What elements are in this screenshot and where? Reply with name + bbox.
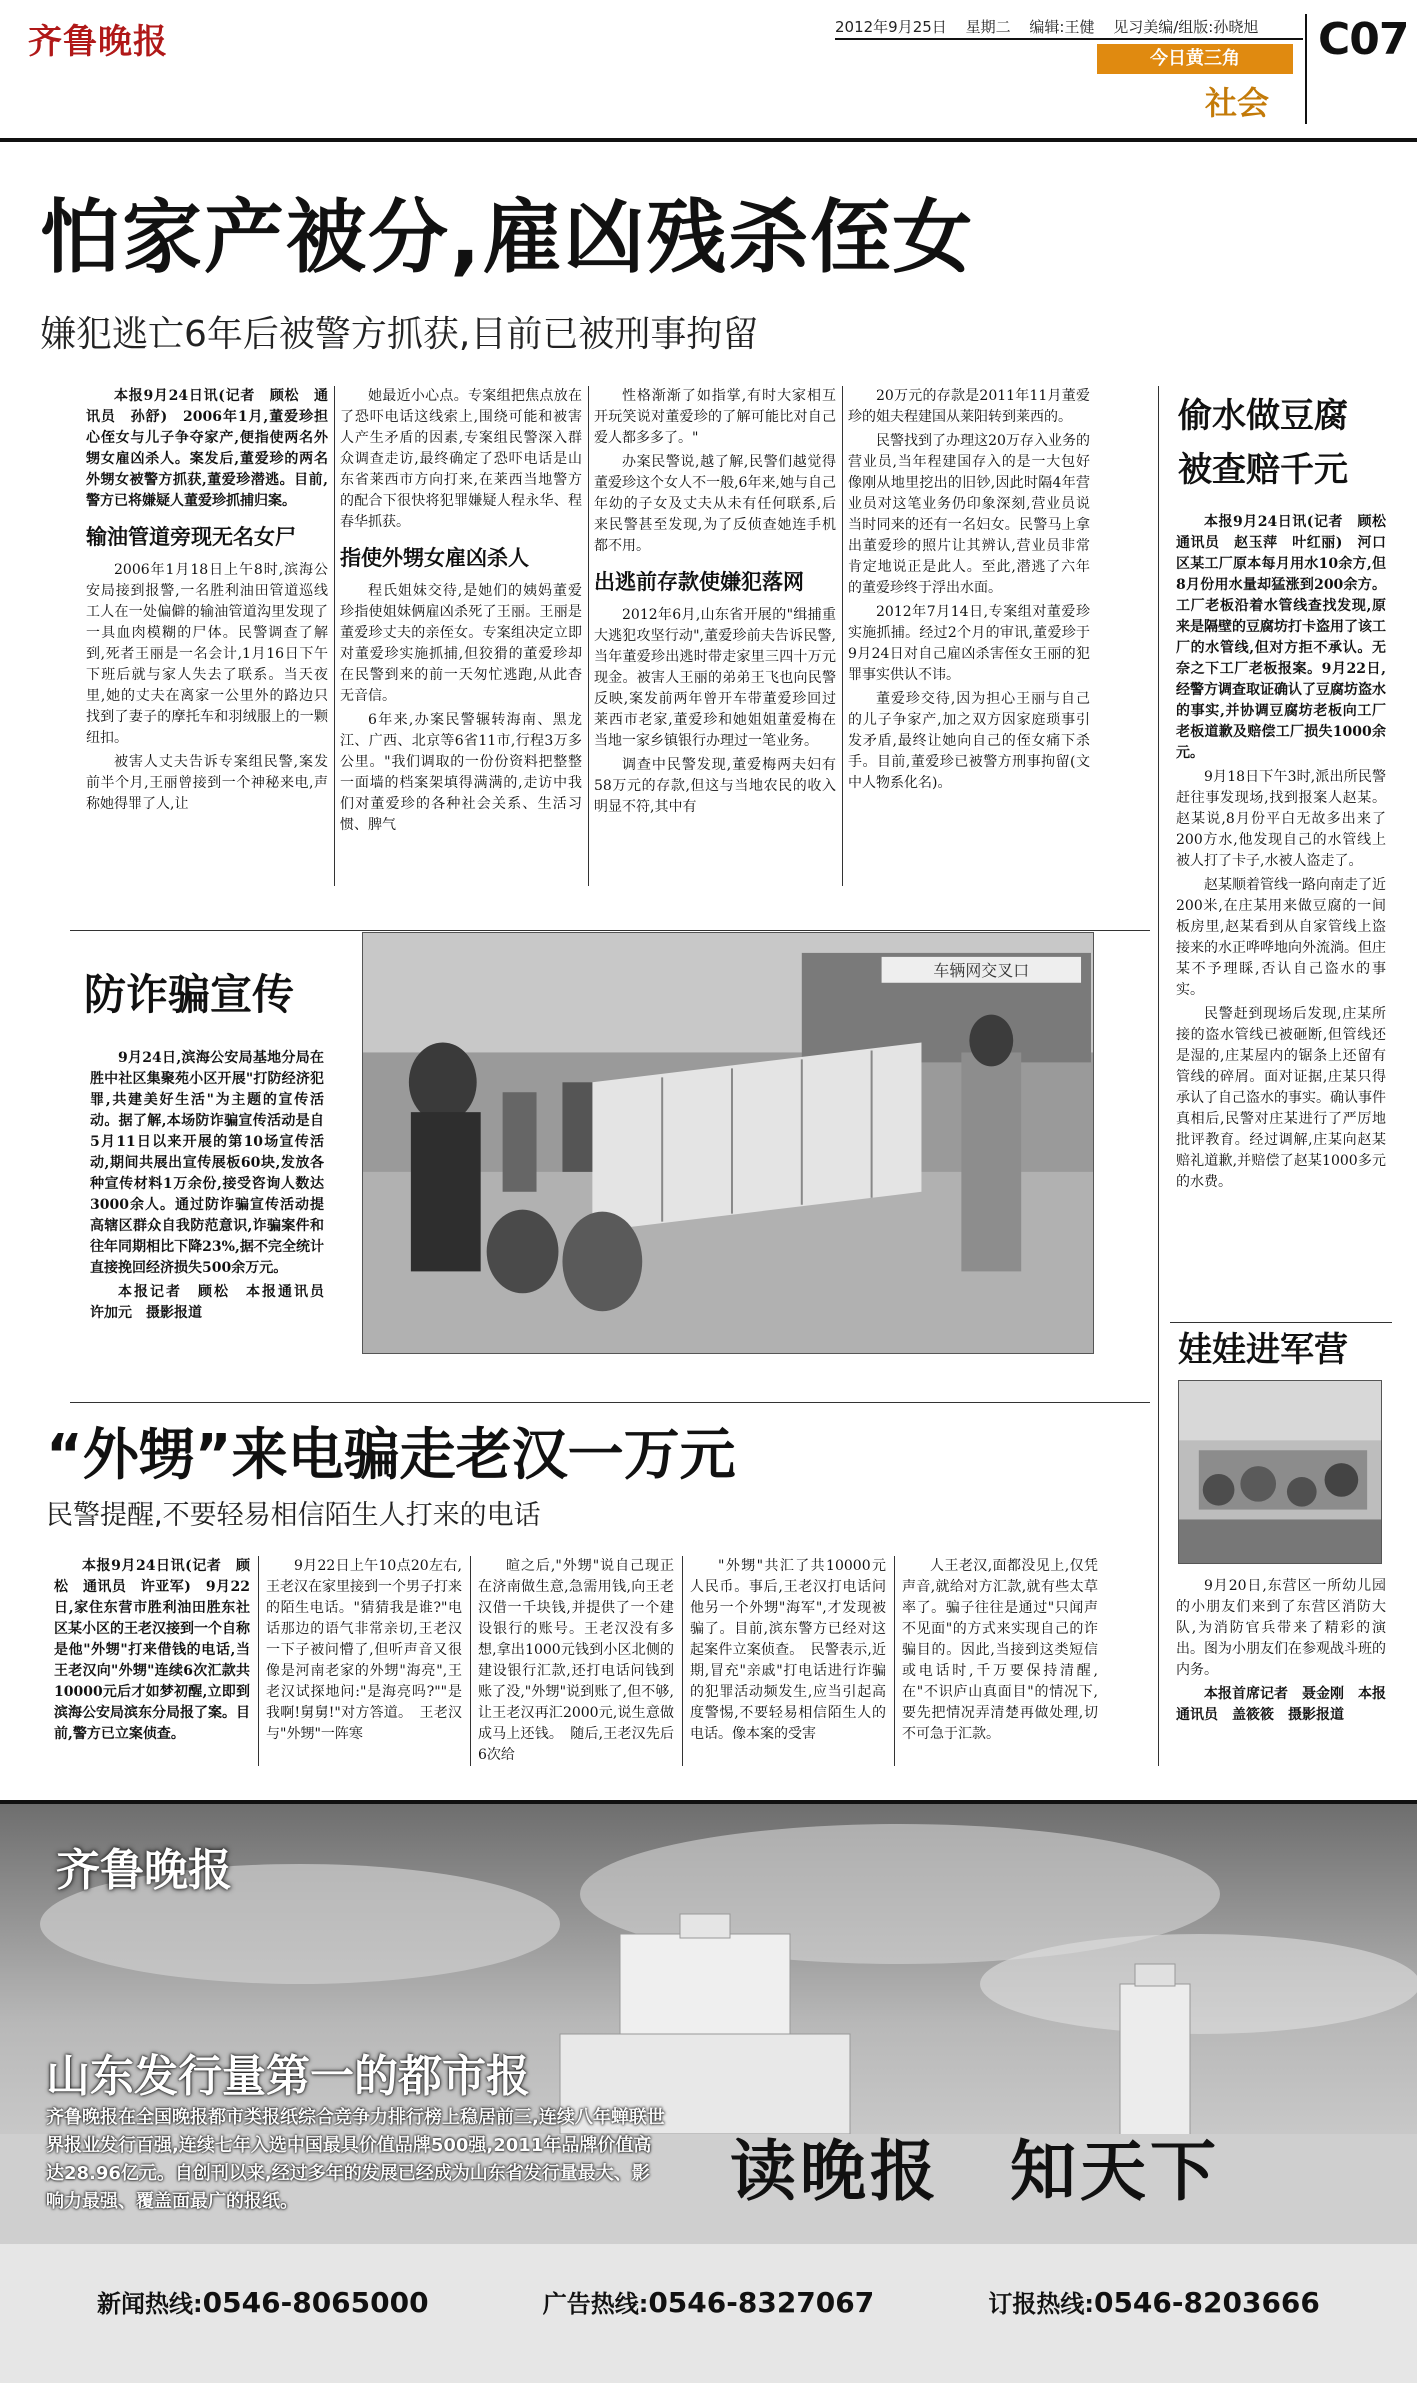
lead-column-1 xyxy=(86,386,328,886)
lead-lede: 本报9月24日讯(记者 顾松 通讯员 孙舒) 2006年1月,董爱珍担心侄女与儿子争夺家产,便指使两名外甥女雇凶杀人。案发后,董爱珍的两名外甥女被警方抓获,董爱珍潜逃。目前,警方已将嫌疑人董爱珍抓捕归案。 xyxy=(86,388,328,509)
photo-caption: 9月20日,东营区一所幼儿园的小朋友们来到了东营区消防大队,为消防官兵带来了精彩的演出。图为小朋友们在参观战斗班的内务。 xyxy=(1176,1578,1386,1678)
hotline-label: 广告热线: xyxy=(542,2289,649,2318)
photo-story2-caption xyxy=(1176,1576,1386,1766)
lead-paragraph: 2012年7月14日,专案组对董爱珍实施抓捕。经过2个月的审讯,董爱珍于9月24日对自己雇凶杀害侄女王丽的犯罪事实供认不讳。 xyxy=(848,604,1090,683)
lead-column-2 xyxy=(340,386,582,886)
column-divider xyxy=(334,386,335,886)
hotline-label: 新闻热线: xyxy=(97,2289,203,2318)
column-divider xyxy=(682,1556,683,1766)
second-column-2 xyxy=(266,1556,462,1766)
design-credit: 见习美编/组版:孙晓旭 xyxy=(1113,18,1259,36)
column-divider xyxy=(894,1556,895,1766)
kindergarten-photo-image xyxy=(1179,1381,1381,1563)
second-column-5 xyxy=(902,1556,1098,1766)
page-number: C07 xyxy=(1318,14,1409,65)
lead-paragraph: 被害人丈夫告诉专案组民警,案发前半个月,王丽曾接到一个神秘来电,声称她得罪了人,让 xyxy=(86,754,328,812)
hotline-label: 订报热线: xyxy=(988,2289,1094,2318)
anti-fraud-photo xyxy=(362,932,1094,1354)
lead-subheading-1: 输油管道旁现无名女尸 xyxy=(86,525,296,549)
second-column-4 xyxy=(690,1556,886,1766)
issue-date: 2012年9月25日 xyxy=(835,18,947,36)
column-divider xyxy=(470,1556,471,1766)
second-paragraph: 暄之后,"外甥"说自己现正在济南做生意,急需用钱,向王老汉借一千块钱,并提供了一个建设银行的账号。王老汉没有多想,拿出1000元钱到小区北侧的建设银行汇款,还打电话问钱到账了没,"外甥"说到账了,但不够,让王老汉再汇2000元,说生意做成马上还钱。 随后,王老汉先后6次给 xyxy=(478,1558,674,1763)
column-divider xyxy=(588,386,589,886)
lead-paragraph: 性格渐渐了如指掌,有时大家相互开玩笑说对董爱珍的了解可能比对自己爱人都多多了。" xyxy=(594,388,836,446)
lead-paragraph: 20万元的存款是2011年11月董爱珍的姐夫程建国从莱阳转到莱西的。 xyxy=(848,388,1090,425)
lead-subhead: 嫌犯逃亡6年后被警方抓获,目前已被刑事拘留 xyxy=(40,314,759,355)
photo-story2-title: 娃娃进军营 xyxy=(1178,1330,1348,1370)
lead-paragraph: 民警找到了办理这20万存入业务的营业员,当年程建国存入的是一大包好像刚从地里挖出的旧钞,因此时隔4年营业员对这笔业务仍印象深刻,营业员说当时同来的还有一名妇女。民警马上拿出董爱珍的照片让其辨认,营业员非常肯定地说正是此人。至此,潜逃了六年的董爱珍终于浮出水面。 xyxy=(848,433,1090,596)
ad-logo: 齐鲁晚报 xyxy=(56,1845,232,1896)
second-paragraph: 9月22日上午10点20左右,王老汉在家里接到一个男子打来的陌生电话。"猜猜我是谁?"电话那边的语气非常亲切,王老汉一下子被问懵了,但听声音又很像是河南老家的外甥"海亮",王老汉试探地问:"是海亮吗?""是我啊!舅舅!"对方答道。 王老汉与"外甥"一阵寒 xyxy=(266,1558,462,1742)
second-column-1 xyxy=(54,1556,250,1766)
anti-fraud-paragraph: 9月24日,滨海公安局基地分局在胜中社区集聚苑小区开展"打防经济犯罪,共建美好生活"为主题的宣传活动。据了解,本场防诈骗宣传活动是自5月11日以来开展的第10场宣传活动,期间共展出宣传展板60块,发放各种宣传材料1万余份,接受咨询人数达3000余人。通过防诈骗宣传活动提高辖区群众自我防范意识,诈骗案件和往年同期相比下降23%,据不完全统计直接挽回经济损失500余万元。 xyxy=(90,1050,324,1276)
lead-paragraph: 她最近小心点。专案组把焦点放在了恐吓电话这线索上,围绕可能和被害人产生矛盾的因素,专案组民警深入群众调查走访,最终确定了恐吓电话是山东省莱西市方向打来,在莱西当地警方的配合下很快将犯罪嫌疑人程永华、程春华抓获。 xyxy=(340,388,582,530)
lead-subheading-3: 出逃前存款使嫌犯落网 xyxy=(594,570,804,594)
column-divider xyxy=(258,1556,259,1766)
second-lede: 本报9月24日讯(记者 顾松 通讯员 许亚军) 9月22日,家住东营市胜利油田胜东社区某小区的王老汉接到一个自称是他"外甥"打来借钱的电话,当王老汉向"外甥"连续6次汇款共10000元后才如梦初醒,立即到滨海公安局滨东分局报了案。目前,警方已立案侦查。 xyxy=(54,1558,250,1742)
lead-subheading-2: 指使外甥女雇凶杀人 xyxy=(340,546,529,570)
lead-paragraph: 董爱珍交待,因为担心王丽与自己的儿子争家产,加之双方因家庭琐事引发矛盾,最终让她向自己的侄女痛下杀手。目前,董爱珍已被警方刑事拘留(文中人物系化名)。 xyxy=(848,691,1090,791)
ad-hotline xyxy=(543,2284,875,2319)
anti-fraud-title: 防诈骗宣传 xyxy=(84,970,295,1019)
hotline-number: 0546-8065000 xyxy=(202,2285,429,2319)
editor-credit: 编辑:王健 xyxy=(1029,18,1095,36)
issue-meta xyxy=(835,16,1272,37)
anti-fraud-photo-image xyxy=(363,933,1093,1353)
lead-paragraph: 2006年1月18日上午8时,滨海公安局接到报警,一名胜利油田管道巡线工人在一处偏僻的输油管道沟里发现了一具血肉模糊的尸体。民警调查了解到,死者王丽是一名会计,1月16日下午下班后就与家人失去了联系。当天夜里,她的丈夫在离家一公里外的路边只找到了妻子的摩托车和羽绒服上的一颗纽扣。 xyxy=(86,562,328,746)
header-bottom-rule xyxy=(0,138,1417,142)
second-column-3 xyxy=(478,1556,674,1766)
news-hotline xyxy=(97,2284,429,2319)
newspaper-advertisement xyxy=(0,1800,1417,2383)
lead-column-4 xyxy=(848,386,1090,886)
anti-fraud-credit: 本报记者 顾松 本报通讯员 许加元 摄影报道 xyxy=(90,1284,338,1321)
sidebar-paragraph: 民警赶到现场后发现,庄某所接的盗水管线已被砸断,但管线还是湿的,庄某屋内的锯条上还留有管线的碎屑。面对证据,庄某只得承认了自己盗水的事实。确认事件真相后,民警对庄某进行了严厉地批评教育。经过调解,庄某向赵某赔礼道歉,并赔偿了赵某1000多元的水费。 xyxy=(1176,1006,1386,1190)
sidebar-paragraph: 赵某顺着管线一路向南走了近200米,在庄某用来做豆腐的一间板房里,赵某看到从自家管线上盗接来的水正哗哗地向外流淌。但庄某不予理睬,否认自己盗水的事实。 xyxy=(1176,877,1386,998)
lead-paragraph: 6年来,办案民警辗转海南、黑龙江、广西、北京等6省11市,行程3万多公里。"我们调取的一份份资料把整整一面墙的档案架填得满满的,走访中我们对董爱珍的各种社会关系、生活习惯、脾气 xyxy=(340,712,582,833)
second-paragraph: "外甥"共汇了共10000元人民币。事后,王老汉打电话问他另一个外甥"海军",才发现被骗了。目前,滨东警方已经对这起案件立案侦查。 民警表示,近期,冒充"亲戚"打电话进行诈骗的犯罪活动频发生,应当引起高度警惕,不要轻易相信陌生人的电话。像本案的受害 xyxy=(690,1558,886,1742)
subscription-hotline xyxy=(988,2284,1320,2319)
sidebar-rule xyxy=(1170,1322,1392,1323)
sidebar-story-text xyxy=(1176,512,1400,1312)
photo-credit: 本报首席记者 聂金刚 本报通讯员 盖筱筱 摄影报道 xyxy=(1176,1686,1386,1723)
street-sign-text: 车辆网交叉口 xyxy=(933,960,1030,980)
anti-fraud-text xyxy=(90,1048,338,1378)
section-rule xyxy=(70,1402,1150,1403)
lead-headline: 怕家产被分,雇凶残杀侄女 xyxy=(40,191,975,284)
hotline-number: 0546-8203666 xyxy=(1093,2285,1320,2319)
kindergarten-photo xyxy=(1178,1380,1382,1564)
header-divider xyxy=(1305,14,1307,124)
section-label: 社会 xyxy=(1205,84,1270,122)
sidebar-divider xyxy=(1158,386,1159,1766)
ad-motto: 读晚报 知天下 xyxy=(730,2132,1220,2210)
section-rule xyxy=(70,930,1150,931)
header-rule xyxy=(835,38,1303,40)
sidebar-title-line-1: 偷水做豆腐 xyxy=(1178,396,1348,436)
masthead-logo: 齐鲁晚报 xyxy=(28,22,168,62)
lead-paragraph: 调查中民警发现,董爱梅两夫妇有58万元的存款,但这与当地农民的收入明显不符,其中有 xyxy=(594,757,836,815)
sidebar-paragraph: 9月18日下午3时,派出所民警赶往事发现场,找到报案人赵某。赵某说,8月份平白无故多出来了200方水,他发现自己的水管线上被人打了卡子,水被人盗走了。 xyxy=(1176,769,1386,869)
ad-hotlines xyxy=(0,2256,1417,2346)
second-headline: “外甥”来电骗走老汉一万元 xyxy=(46,1423,736,1488)
ad-description: 齐鲁晚报在全国晚报都市类报纸综合竞争力排行榜上稳居前三,连续八年蝉联世界报业发行百强,连续七年入选中国最具价值品牌500强,2011年品牌价值高达28.96亿元。自创刊以来,经过多年的发展已经成为山东省发行量最大、影响力最强、覆盖面最广的报纸。 xyxy=(46,2107,665,2212)
lead-paragraph: 程氏姐妹交待,是她们的姨妈董爱珍指使姐妹俩雇凶杀死了王丽。王丽是董爱珍丈夫的亲侄女。专案组决定立即对董爱珍实施抓捕,但狡猾的董爱珍却在民警到来的前一天匆忙逃跑,从此杳无音信。 xyxy=(340,583,582,704)
hotline-number: 0546-8327067 xyxy=(648,2285,875,2319)
second-paragraph: 人王老汉,面都没见上,仅凭声音,就给对方汇款,就有些太草率了。骗子往往是通过"只闻声不见面"的方式来实现自己的诈骗目的。因此,当接到这类短信或电话时,千万要保持清醒,在"不识庐山真面目"的情况下,要先把情况弄清楚再做处理,切不可急于汇款。 xyxy=(902,1558,1098,1742)
ad-slogan: 山东发行量第一的都市报 xyxy=(46,2051,530,2102)
issue-weekday: 星期二 xyxy=(965,18,1011,36)
second-subhead: 民警提醒,不要轻易相信陌生人打来的电话 xyxy=(46,1500,541,1531)
column-tab: 今日黄三角 xyxy=(1097,44,1293,74)
lead-column-3 xyxy=(594,386,836,886)
page-header xyxy=(0,0,1417,140)
lead-paragraph: 2012年6月,山东省开展的"缉捕重大逃犯攻坚行动",董爱珍前夫告诉民警,当年董爱珍出逃时带走家里三四十万元现金。被害人王丽的弟弟王飞也向民警反映,案发前两年曾开车带董爱珍回过莱西市老家,董爱珍和她姐姐董爱梅在当地一家乡镇银行办理过一笔业务。 xyxy=(594,607,836,749)
sidebar-title-line-2: 被查赔千元 xyxy=(1178,450,1348,490)
lead-paragraph: 办案民警说,越了解,民警们越觉得董爱珍这个女人不一般,6年来,她与自己年幼的子女及丈夫从未有任何联系,后来民警甚至发现,为了反侦查她连手机都不用。 xyxy=(594,454,836,554)
sidebar-lede: 本报9月24日讯(记者 顾松 通讯员 赵玉萍 叶红丽) 河口区某工厂原本每月用水10余方,但8月份用水量却猛涨到200余方。工厂老板沿着水管线查找发现,原来是隔壁的豆腐坊打卡盗用了该工厂的水管线,但对方拒不承认。无奈之下工厂老板报案。9月22日,经警方调查取证确认了豆腐坊盗水的事实,并协调豆腐坊老板向工厂老板道歉及赔偿工厂损失1000余元。 xyxy=(1176,514,1400,761)
column-divider xyxy=(842,386,843,886)
